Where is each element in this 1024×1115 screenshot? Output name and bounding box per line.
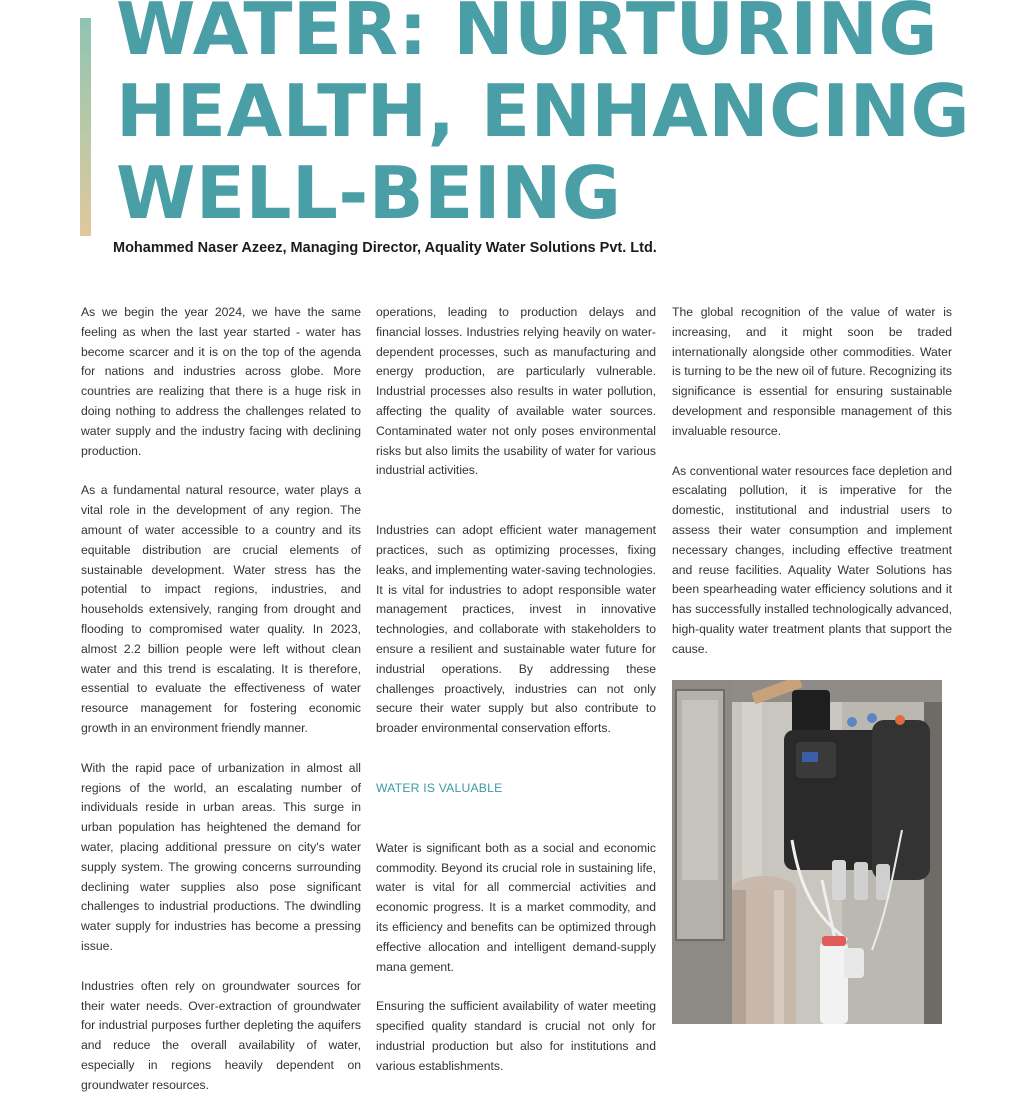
author-byline: Mohammed Naser Azeez, Managing Director, Aquality Water Solutions Pvt. Ltd. — [113, 240, 657, 256]
body-paragraph: operations, leading to production delays and financial losses. Industries relying heavily on water-dependent processes, such as manufacturing and energy production, are particularly vulnerable. Industrial processes also results in water pollution, affecting the quality of available water sources. Contaminated water not only poses environmental risks but also limits the usability of water for various industrial activities. — [376, 305, 656, 478]
body-paragraph: Industries often rely on groundwater sources for their water needs. Over-extraction of groundwater for industrial purposes further depleting the aquifers and reduce the overall availability of water, especially in regions heavily dependent on groundwater resources. — [81, 978, 361, 1092]
body-paragraph: As we begin the year 2024, we have the same feeling as when the last year started - water has become scarcer and it is on the top of the agenda for nations and industries across globe. More countries are realizing that there is a huge risk in doing nothing to address the challenges related to water supply and the industry facing with declining production. — [81, 305, 361, 458]
article-title — [116, 0, 970, 234]
title-line: WATER: NURTURING — [116, 0, 939, 71]
title-accent-bar — [80, 18, 91, 236]
water-treatment-system-photo — [672, 680, 942, 1024]
body-paragraph: The global recognition of the value of water is increasing, and it might soon be traded internationally alongside other commodities. Water is turning to be the new oil of future. Recognizing its significance is essential for ensuring sustainable development and responsible management of this invaluable resource. — [672, 305, 952, 438]
body-paragraph: Industries can adopt efficient water management practices, such as optimizing processes, fixing leaks, and implementing water-saving technologies. It is vital for industries to adopt responsible water management practices, invest in innovative technologies, and collaborate with stakeholders to ensure a resilient and sustainable water future for industrial operations. By addressing these challenges proactively, industries can not only secure their water supply but also contribute to broader environmental conservation efforts. — [376, 523, 656, 736]
body-paragraph: As conventional water resources face depletion and escalating pollution, it is imperative for the domestic, institutional and industrial users to assess their water consumption and implement necessary changes, including effective treatment and reuse facilities. Aquality Water Solutions has been spearheading water efficiency solutions and it has successfully installed technologically advanced, high-quality water treatment plants that support the cause. — [672, 463, 952, 656]
article-column-2 — [376, 303, 656, 1097]
body-paragraph: Ensuring the sufficient availability of water meeting specified quality standard is crucial not only for industrial production but also for institutions and various establishments. — [376, 999, 656, 1073]
article-column-1 — [81, 303, 361, 1115]
body-paragraph: With the rapid pace of urbanization in almost all regions of the world, an escalating number of individuals reside in urban areas. This surge in urban population has heightened the demand for water, placing additional pressure on city's water supply system. The growing concerns surrounding declining water supplies also pose significant challenges to industrial productions. The dwindling water supply for industries has become a pressing issue. — [81, 760, 361, 953]
section-subheading: WATER IS VALUABLE — [376, 780, 503, 795]
body-paragraph: As a fundamental natural resource, water plays a vital role in the development of any region. The amount of water accessible to a country and its equitable distribution are crucial elements of sustainable development. Water stress has the potential to impact regions, industries, and households extensively, ranging from drought and flooding to compromised water quality. In 2023, almost 2.2 billion people were left without clean water and this trend is escalating. It is therefore, essential to evaluate the effectiveness of water resource management for fostering economic growth in an environment friendly manner. — [81, 483, 361, 735]
article-column-3 — [672, 303, 952, 680]
photo-illustration — [672, 680, 942, 1024]
body-paragraph: Water is significant both as a social and economic commodity. Beyond its crucial role in sustaining life, water is vital for all commercial activities and economic progress. It is a market commodity, and its efficiency and benefits can be optimized through effective allocation and intelligent demand-supply mana gement. — [376, 840, 656, 974]
title-line: WELL-BEING — [116, 151, 622, 235]
title-line: HEALTH, ENHANCING — [116, 69, 971, 153]
